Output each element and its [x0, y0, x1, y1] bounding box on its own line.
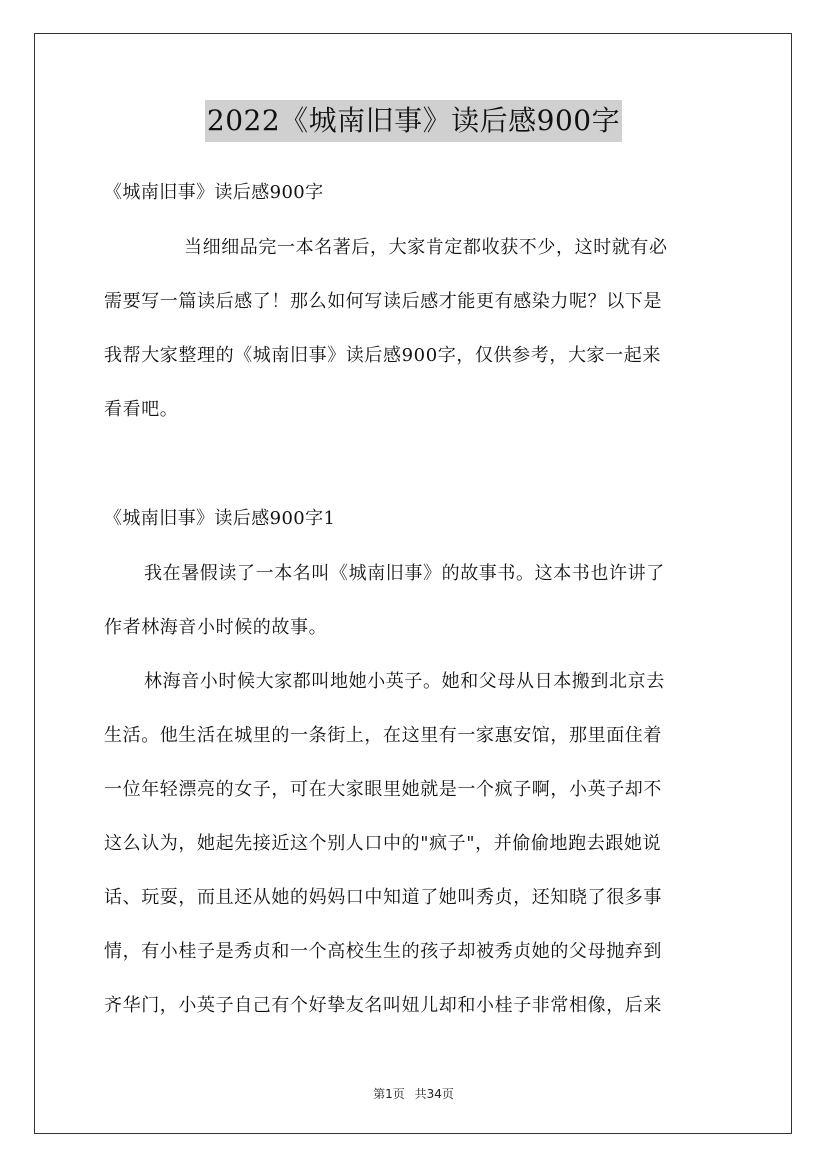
- paragraph-line: 我帮大家整理的《城南旧事》读后感900字，仅供参考，大家一起来: [104, 345, 661, 366]
- page-total: 共34页: [414, 1087, 454, 1101]
- paragraph-line: 情，有小桂子是秀贞和一个高校生生的孩子却被秀贞她的父母抛弃到: [104, 941, 662, 962]
- paragraph-line: 齐华门，小英子自己有个好挚友名叫妞儿却和小桂子非常相像，后来: [104, 995, 662, 1016]
- paragraph-line: 生活。他生活在城里的一条街上，在这里有一家惠安馆，那里面住着: [104, 725, 662, 746]
- paragraph-line: 话、玩耍，而且还从她的妈妈口中知道了她叫秀贞，还知晓了很多事: [104, 887, 662, 908]
- section-heading-1: 《城南旧事》读后感900字1: [104, 508, 336, 529]
- document-title: 2022《城南旧事》读后感900字: [205, 100, 622, 142]
- paragraph-line: 需要写一篇读后感了！那么如何写读后感才能更有感染力呢？以下是: [104, 291, 662, 312]
- paragraph-line: 林海音小时候大家都叫地她小英子。她和父母从日本搬到北京去: [144, 671, 665, 692]
- intro-paragraph: [104, 234, 728, 424]
- paragraph-line: 一位年轻漂亮的女子，可在大家眼里她就是一个疯子啊，小英子却不: [104, 779, 662, 800]
- paragraph-line: 作者林海音小时候的故事。: [104, 617, 328, 638]
- paragraph-line: 这么认为，她起先接近这个别人口中的"疯子"，并偷偷地跑去跟她说: [104, 833, 662, 854]
- page-footer: [0, 1085, 827, 1102]
- title-container: [0, 100, 827, 142]
- page-number: 第1页: [373, 1087, 405, 1101]
- paragraph-2: [104, 668, 728, 1020]
- paragraph-line: 看看吧。: [104, 399, 179, 420]
- paragraph-line: 我在暑假读了一本名叫《城南旧事》的故事书。这本书也许讲了: [144, 563, 665, 584]
- section-heading-intro: 《城南旧事》读后感900字: [104, 182, 324, 203]
- paragraph-1: [104, 560, 728, 642]
- paragraph-line: 当细细品完一本名著后，大家肯定都收获不少，这时就有必: [184, 237, 668, 258]
